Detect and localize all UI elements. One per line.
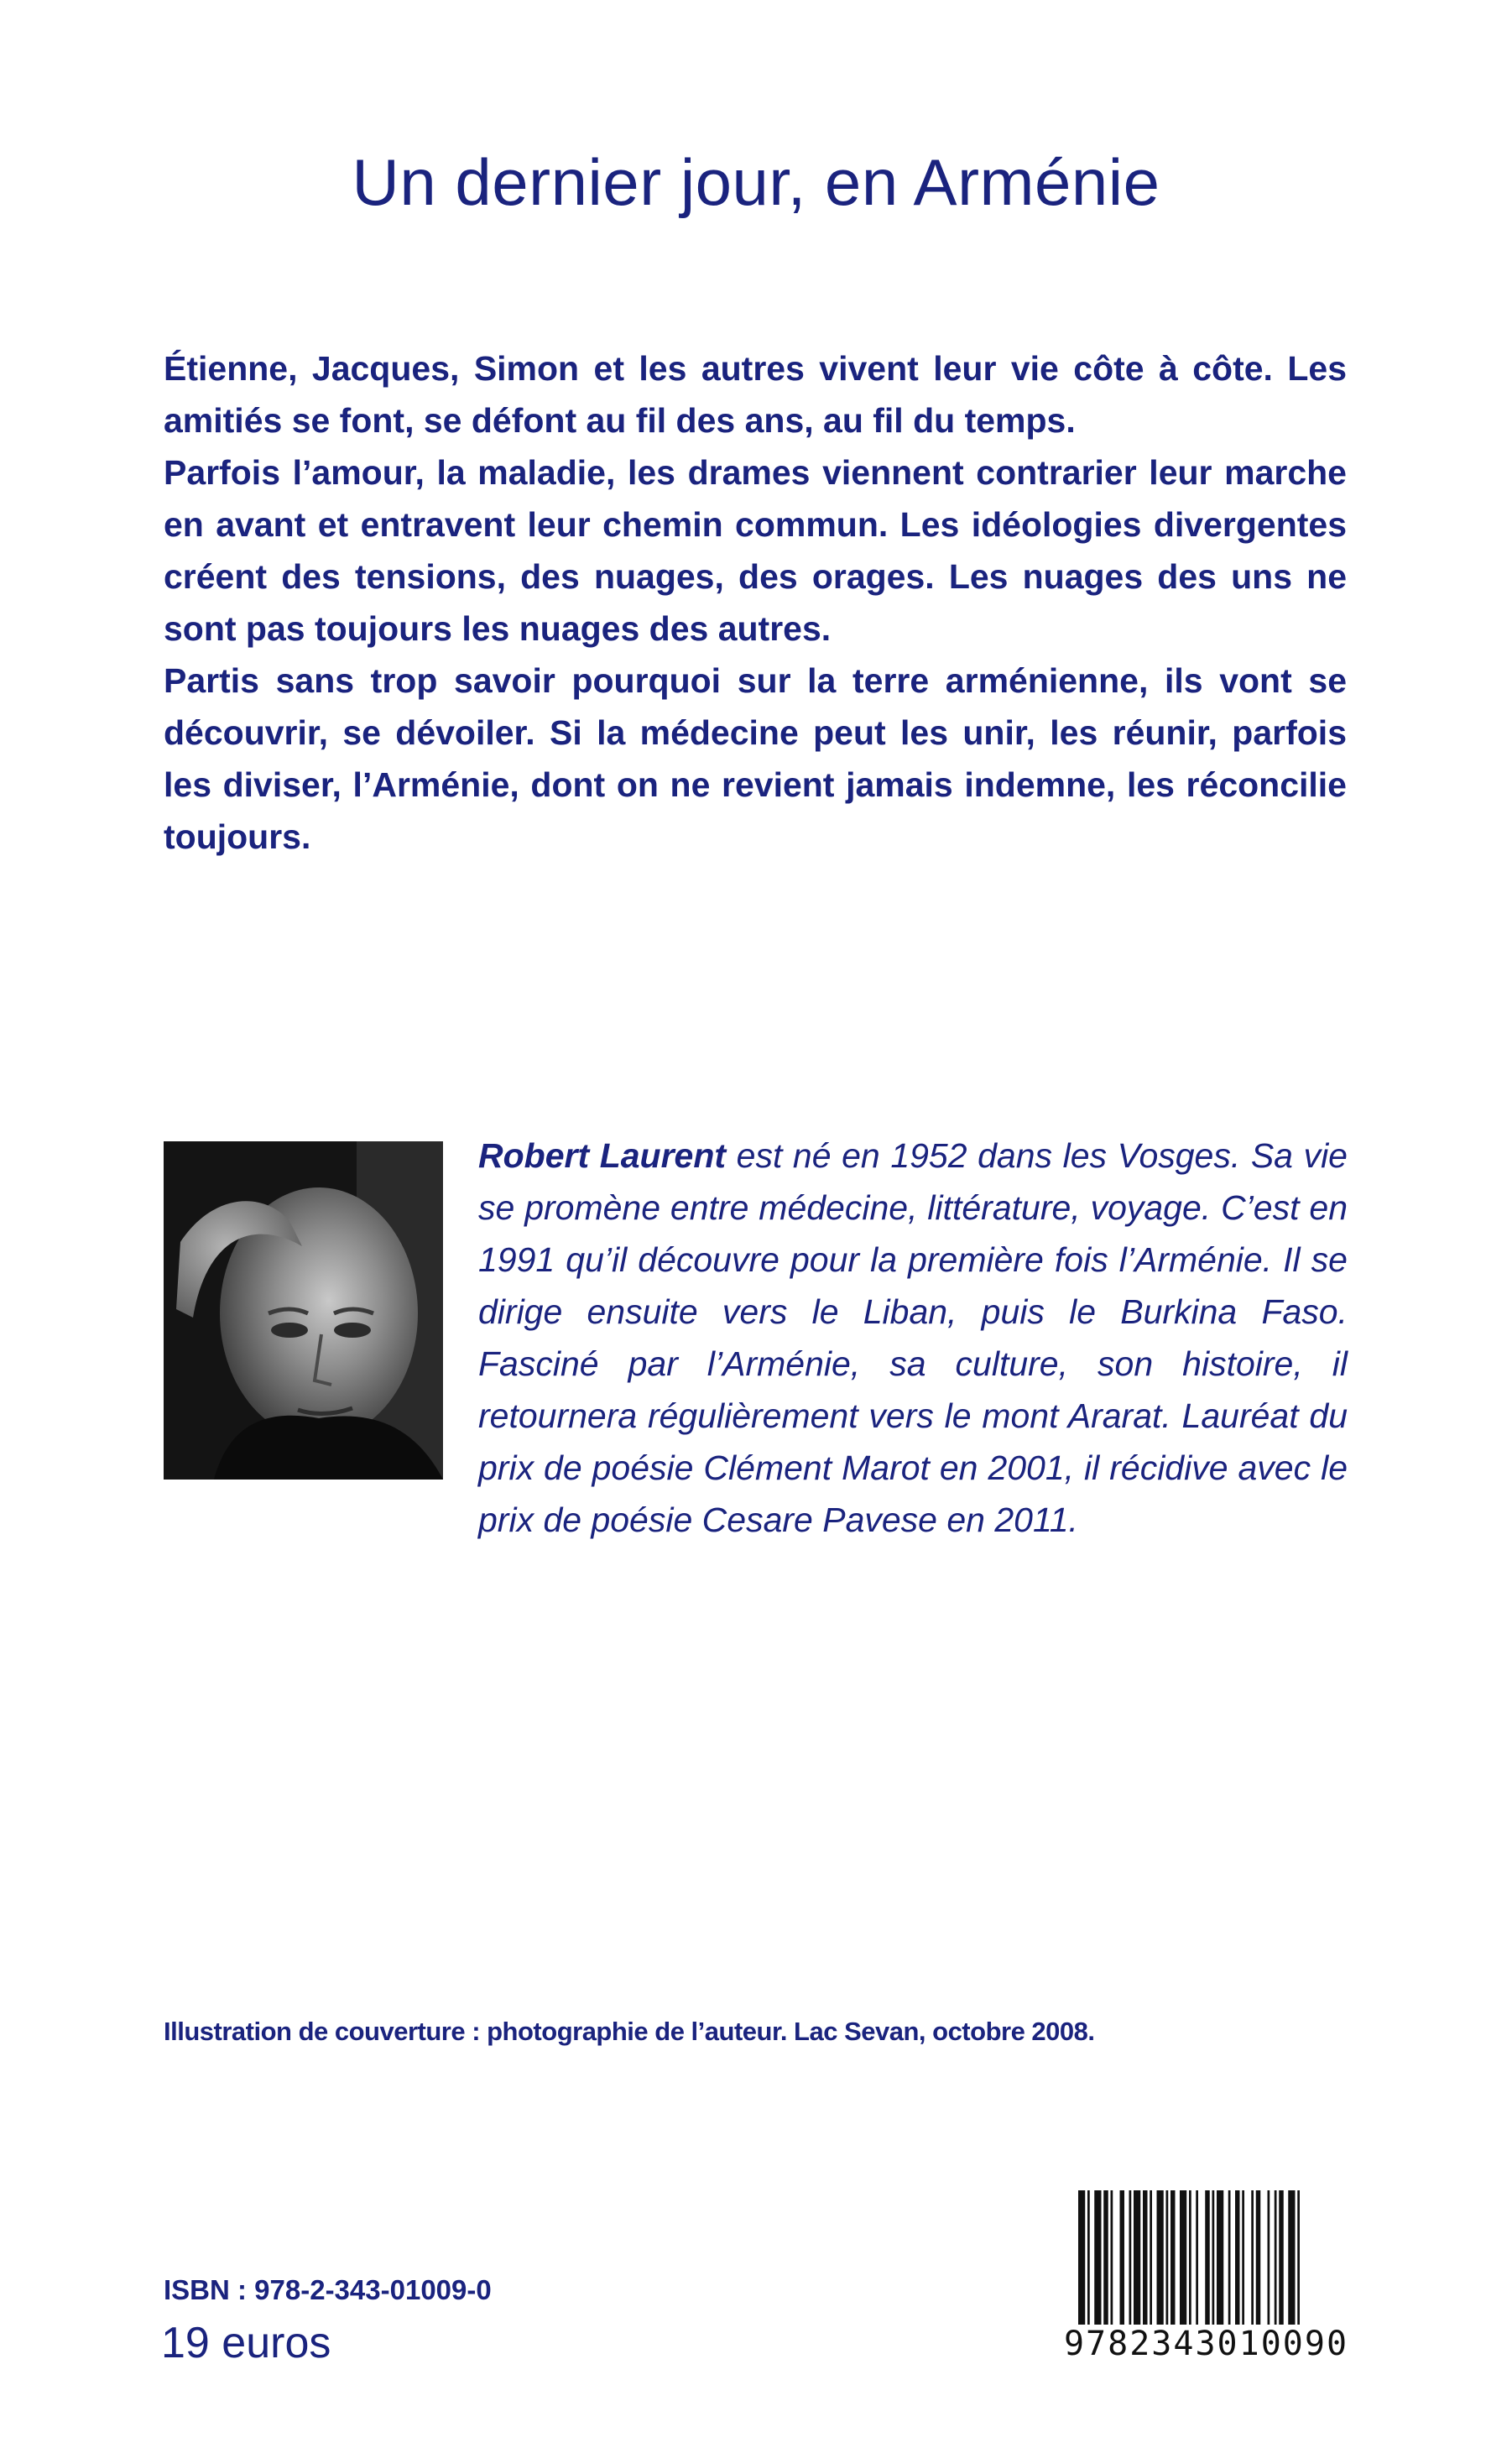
synopsis xyxy=(164,342,1347,863)
author-portrait-illustration xyxy=(164,1141,443,1480)
barcode-bars-icon xyxy=(1045,2190,1368,2337)
barcode xyxy=(1045,2190,1368,2362)
book-title: Un dernier jour, en Arménie xyxy=(352,145,1160,219)
author-photo xyxy=(164,1141,443,1480)
barcode-digits: 9782343010090 xyxy=(1045,2325,1368,2363)
author-bio-text: est né en 1952 dans les Vosges. Sa vie se promène entre médecine, littérature, voyage. C’est en 1991 qu’il découvre pour la première fois l’Arménie. Il se dirige ensuite vers le Liban, puis le Burkina Faso. Fasciné par l’Arménie, sa culture, son histoire, il retournera régulièrement vers le mont Ararat. Lauréat du prix de poésie Clément Marot en 2001, il récidive avec le prix de poésie Cesare Pavese en 2011. xyxy=(478,1136,1348,1539)
author-name: Robert Laurent xyxy=(478,1136,727,1175)
author-bio xyxy=(478,1130,1348,1546)
isbn: ISBN : 978-2-343-01009-0 xyxy=(164,2274,492,2305)
synopsis-paragraph: Parfois l’amour, la maladie, les drames viennent contrarier leur marche en avant et entravent leur chemin commun. Les idéologies divergentes créent des tensions, des nuages, des orages. Les nuages des uns ne sont pas toujours les nuages des autres. xyxy=(164,453,1347,648)
cover-illustration-credit: Illustration de couverture : photographie de l’auteur. Lac Sevan, octobre 2008. xyxy=(164,2017,1095,2046)
synopsis-paragraph: Partis sans trop savoir pourquoi sur la terre arménienne, ils vont se découvrir, se dévoiler. Si la médecine peut les unir, les réunir, parfois les diviser, l’Arménie, dont on ne revient jamais indemne, les réconcilie toujours. xyxy=(164,661,1347,856)
price: 19 euros xyxy=(161,2319,331,2367)
synopsis-paragraph: Étienne, Jacques, Simon et les autres vivent leur vie côte à côte. Les amitiés se font, se défont au fil des ans, au fil du temps. xyxy=(164,349,1347,440)
